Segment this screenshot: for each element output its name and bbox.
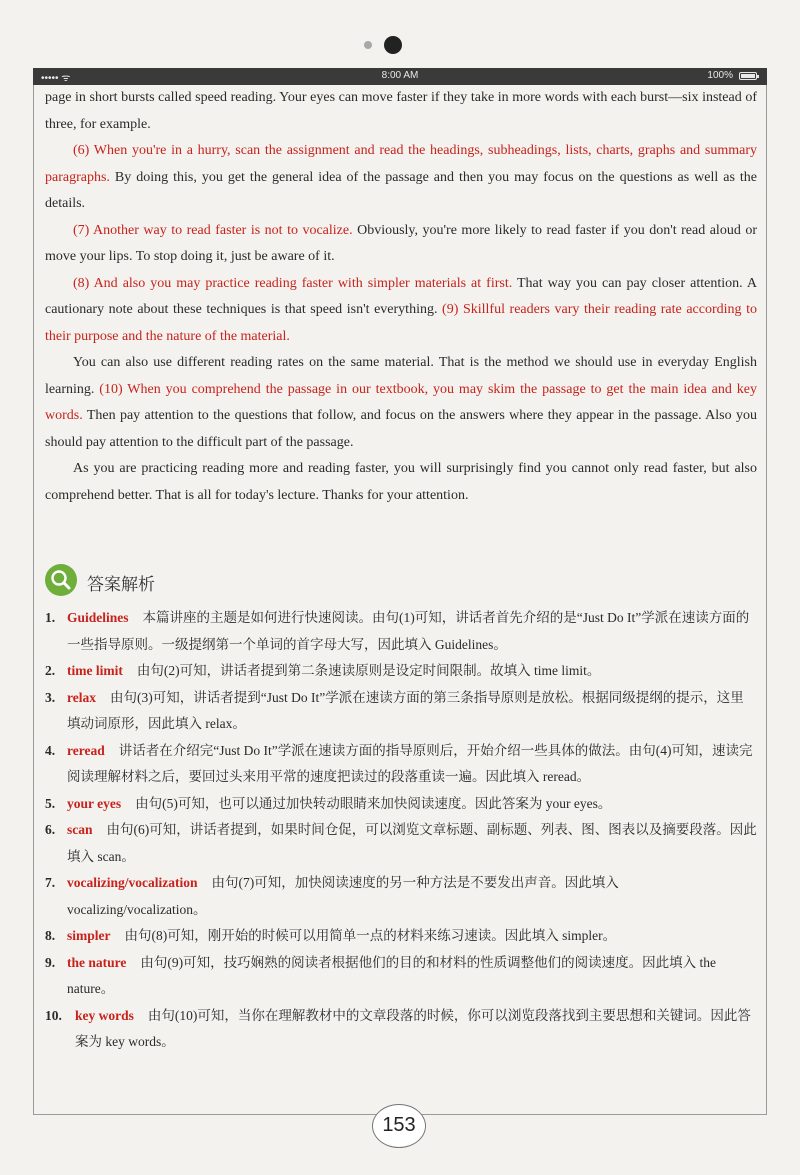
answer-explanation: 由句(7)可知，加快阅读速度的另一种方法是不要发出声音。因此填入 vocalizing/vocalization。	[67, 875, 619, 917]
passage-text: page in short bursts called speed reading. Your eyes can move faster if they take in more words with each burst—six instead of three, for example.	[45, 90, 757, 132]
passage-paragraph	[45, 456, 757, 509]
answer-item	[45, 817, 757, 870]
passage-text: Then pay attention to the questions that follow, and focus on the answers where they appear in the passage. Also you should pay attention to the difficult part of the passage.	[45, 408, 757, 450]
answer-number: 7.	[45, 875, 56, 890]
answer-key: time limit	[67, 663, 123, 678]
answer-explanation: 由句(9)可知，技巧娴熟的阅读者根据他们的目的和材料的性质调整他们的阅读速度。因此填入 the nature。	[67, 954, 716, 996]
highlighted-sentence: (6) When you're in a hurry, scan the assignment and read the headings, subheadings, lists, charts, graphs and summary paragraphs.	[45, 143, 757, 185]
answer-item	[45, 791, 757, 818]
answer-item	[45, 738, 757, 791]
answer-number: 1.	[45, 610, 56, 625]
highlighted-sentence: (8) And also you may practice reading faster with simpler materials at first.	[73, 275, 513, 291]
status-time: 8:00 AM	[381, 70, 419, 81]
answer-item	[45, 870, 757, 923]
passage-text: That way you can pay closer attention. A cautionary note about these techniques is that speed isn't everything.	[45, 275, 757, 317]
answer-list	[45, 605, 757, 1056]
highlighted-sentence: (7) Another way to read faster is not to vocalize.	[73, 222, 353, 238]
answer-explanation: 由句(5)可知，也可以通过加快转动眼睛来加快阅读速度。因此答案为 your eyes。	[135, 795, 612, 811]
passage-text: Obviously, you're more likely to read faster if you don't read aloud or move your lips. To stop doing it, just be aware of it.	[45, 222, 757, 264]
answer-key: reread	[67, 742, 105, 758]
answer-explanation: 由句(8)可知，刚开始的时候可以用简单一点的材料来练习速读。因此填入 simpler。	[124, 928, 617, 943]
answer-key: your eyes	[67, 795, 122, 811]
answer-number: 10.	[45, 1007, 62, 1023]
answer-key: key words	[75, 1007, 134, 1023]
signal-indicator: ••••• ᯤ	[41, 73, 71, 84]
answer-number: 6.	[45, 822, 56, 837]
answer-explanation: 由句(6)可知，讲话者提到，如果时间仓促，可以浏览文章标题、副标题、列表、图、图表以及摘要段落。因此填入 scan。	[67, 822, 757, 864]
answer-number: 2.	[45, 663, 56, 678]
answer-key: simpler	[67, 928, 111, 943]
status-bar	[33, 68, 767, 85]
page-frame	[33, 85, 767, 1115]
lecture-passage	[45, 85, 757, 509]
passage-text: By doing this, you get the general idea of the passage and then you may focus on the questions as well as the details.	[45, 169, 757, 211]
answer-number: 5.	[45, 795, 56, 811]
magnifier-icon	[45, 564, 77, 596]
battery-percentage: 100%	[707, 70, 733, 81]
passage-paragraph	[45, 271, 757, 351]
page-dot-active	[384, 36, 402, 54]
answer-explanation: 本篇讲座的主题是如何进行快速阅读。由句(1)可知，讲话者首先介绍的是“Just Do It”学派在速读方面的一些指导原则。一级提纲第一个单词的首字母大写，因此填入 Guidelines。	[67, 610, 750, 652]
passage-paragraph	[45, 350, 757, 456]
passage-paragraph	[45, 218, 757, 271]
answer-section-title: 答案解析	[87, 575, 155, 595]
answer-item	[45, 1003, 757, 1056]
answer-item	[45, 685, 757, 738]
answer-item	[45, 950, 757, 1003]
passage-paragraph	[45, 138, 757, 218]
answer-item	[45, 923, 757, 950]
answer-key: scan	[67, 822, 93, 837]
answer-key: the nature	[67, 954, 127, 970]
passage-text: You can also use different reading rates on the same material. That is the method we should use in everyday English learning.	[45, 355, 757, 397]
answer-explanation: 由句(2)可知，讲话者提到第二条速读原则是设定时间限制。故填入 time limit。	[136, 663, 601, 678]
battery-icon	[739, 72, 757, 80]
answer-number: 3.	[45, 689, 56, 705]
highlighted-sentence: (9) Skillful readers vary their reading rate according to their purpose and the nature of the material.	[45, 302, 757, 344]
answer-explanation: 讲话者在介绍完“Just Do It”学派在速读方面的指导原则后，开始介绍一些具体的做法。由句(4)可知，速读完阅读理解材料之后，要回过头来用平常的速度把读过的段落重读一遍。因此填入 reread。	[67, 742, 753, 784]
page-dot-inactive	[364, 41, 372, 49]
highlighted-sentence: (10) When you comprehend the passage in our textbook, you may skim the passage to get the main idea and key words.	[45, 381, 757, 423]
passage-paragraph	[45, 85, 757, 138]
answer-explanation: 由句(3)可知，讲话者提到“Just Do It”学派在速读方面的第三条指导原则是放松。根据同级提纲的提示，这里填动词原形，因此填入 relax。	[67, 689, 744, 731]
answer-key: relax	[67, 689, 96, 705]
answer-item	[45, 605, 757, 658]
answer-explanation: 由句(10)可知，当你在理解教材中的文章段落的时候，你可以浏览段落找到主要思想和关键词。因此答案为 key words。	[75, 1007, 751, 1049]
answer-item	[45, 658, 757, 685]
answer-key: vocalizing/vocalization	[67, 875, 198, 890]
passage-text: As you are practicing reading more and reading faster, you will surprisingly find you cannot only read faster, but also comprehend better. That is all for today's lecture. Thanks for your attention.	[45, 461, 757, 503]
answer-number: 9.	[45, 954, 56, 970]
answer-number: 8.	[45, 928, 56, 943]
page-number: 153	[372, 1104, 426, 1148]
answer-key: Guidelines	[67, 610, 129, 625]
answer-number: 4.	[45, 742, 56, 758]
battery-fill	[741, 74, 755, 78]
